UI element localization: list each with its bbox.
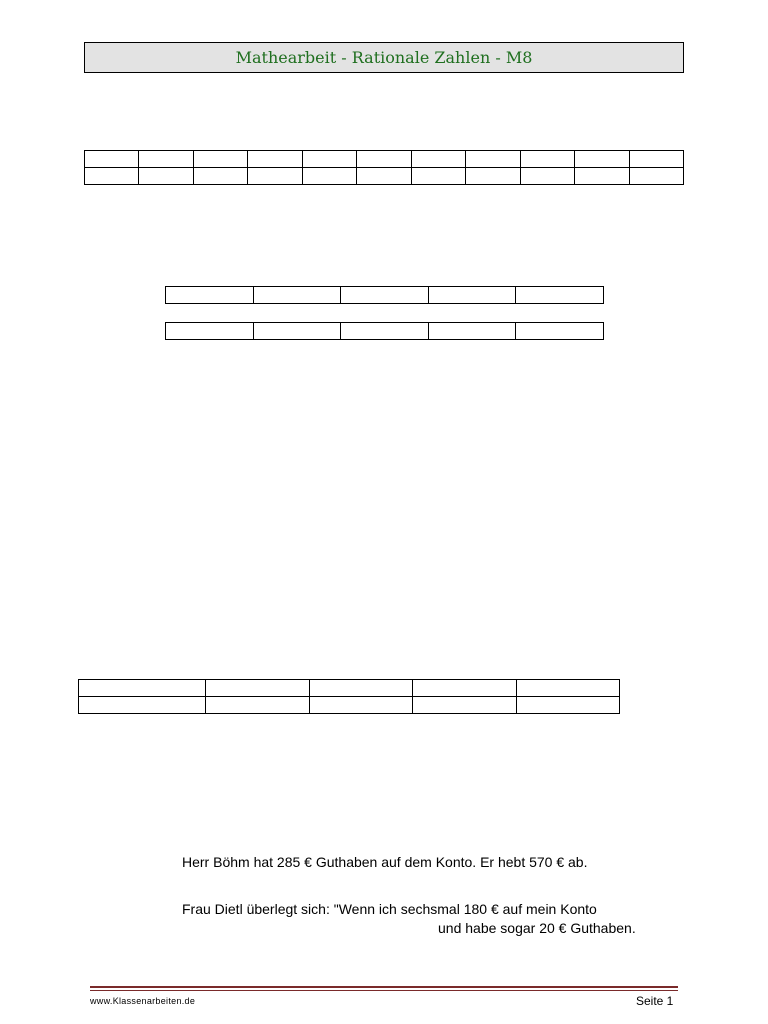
table-row	[166, 287, 604, 304]
table-cell[interactable]	[193, 151, 247, 168]
table-cell[interactable]	[411, 151, 465, 168]
table-cell[interactable]	[357, 168, 411, 185]
text-line-dietl-cont: und habe sogar 20 € Guthaben.	[438, 920, 636, 936]
table-cell[interactable]	[310, 680, 413, 697]
table-cell[interactable]	[302, 151, 356, 168]
table-cell[interactable]	[85, 151, 139, 168]
footer-page-number: Seite 1	[636, 994, 674, 1008]
table-cell[interactable]	[466, 151, 520, 168]
footer-divider	[90, 990, 678, 991]
footer-divider	[90, 986, 678, 988]
table-cell[interactable]	[139, 151, 193, 168]
table-cell[interactable]	[166, 287, 254, 304]
table-cell[interactable]	[575, 168, 629, 185]
table-cell[interactable]	[411, 168, 465, 185]
table-cell[interactable]	[341, 287, 429, 304]
table-cell[interactable]	[520, 168, 574, 185]
table-cell[interactable]	[248, 151, 302, 168]
table-cell[interactable]	[79, 680, 206, 697]
table-row	[85, 168, 684, 185]
table-cell[interactable]	[139, 168, 193, 185]
table-cell[interactable]	[248, 168, 302, 185]
table-cell[interactable]	[357, 151, 411, 168]
table-cell[interactable]	[428, 323, 516, 340]
table-cell[interactable]	[206, 697, 310, 714]
table-cell[interactable]	[302, 168, 356, 185]
table-cell[interactable]	[428, 287, 516, 304]
table-cell[interactable]	[206, 680, 310, 697]
page-title: Mathearbeit - Rationale Zahlen - M8	[235, 48, 533, 67]
number-table-5col-b	[165, 322, 604, 340]
table-cell[interactable]	[166, 323, 254, 340]
table-cell[interactable]	[516, 287, 604, 304]
table-cell[interactable]	[79, 697, 206, 714]
table-cell[interactable]	[341, 323, 429, 340]
table-cell[interactable]	[629, 168, 683, 185]
table-cell[interactable]	[575, 151, 629, 168]
table-cell[interactable]	[193, 168, 247, 185]
table-cell[interactable]	[629, 151, 683, 168]
footer-website: www.Klassenarbeiten.de	[90, 996, 196, 1006]
table-row	[85, 151, 684, 168]
title-box	[84, 42, 684, 73]
number-table-5col-a	[165, 286, 604, 304]
table-cell[interactable]	[516, 323, 604, 340]
text-line-dietl: Frau Dietl überlegt sich: "Wenn ich sechsmal 180 € auf mein Konto	[182, 901, 597, 917]
table-cell[interactable]	[413, 697, 517, 714]
table-cell[interactable]	[517, 680, 620, 697]
table-cell[interactable]	[310, 697, 413, 714]
table-cell[interactable]	[466, 168, 520, 185]
table-cell[interactable]	[520, 151, 574, 168]
table-cell[interactable]	[253, 287, 341, 304]
table-row	[79, 697, 620, 714]
table-row	[79, 680, 620, 697]
table-cell[interactable]	[517, 697, 620, 714]
number-table-11col	[84, 150, 684, 185]
text-line-boehm: Herr Böhm hat 285 € Guthaben auf dem Konto. Er hebt 570 € ab.	[182, 854, 588, 870]
number-table-5col-c	[78, 679, 620, 714]
table-cell[interactable]	[413, 680, 517, 697]
table-row	[166, 323, 604, 340]
table-cell[interactable]	[253, 323, 341, 340]
table-cell[interactable]	[85, 168, 139, 185]
